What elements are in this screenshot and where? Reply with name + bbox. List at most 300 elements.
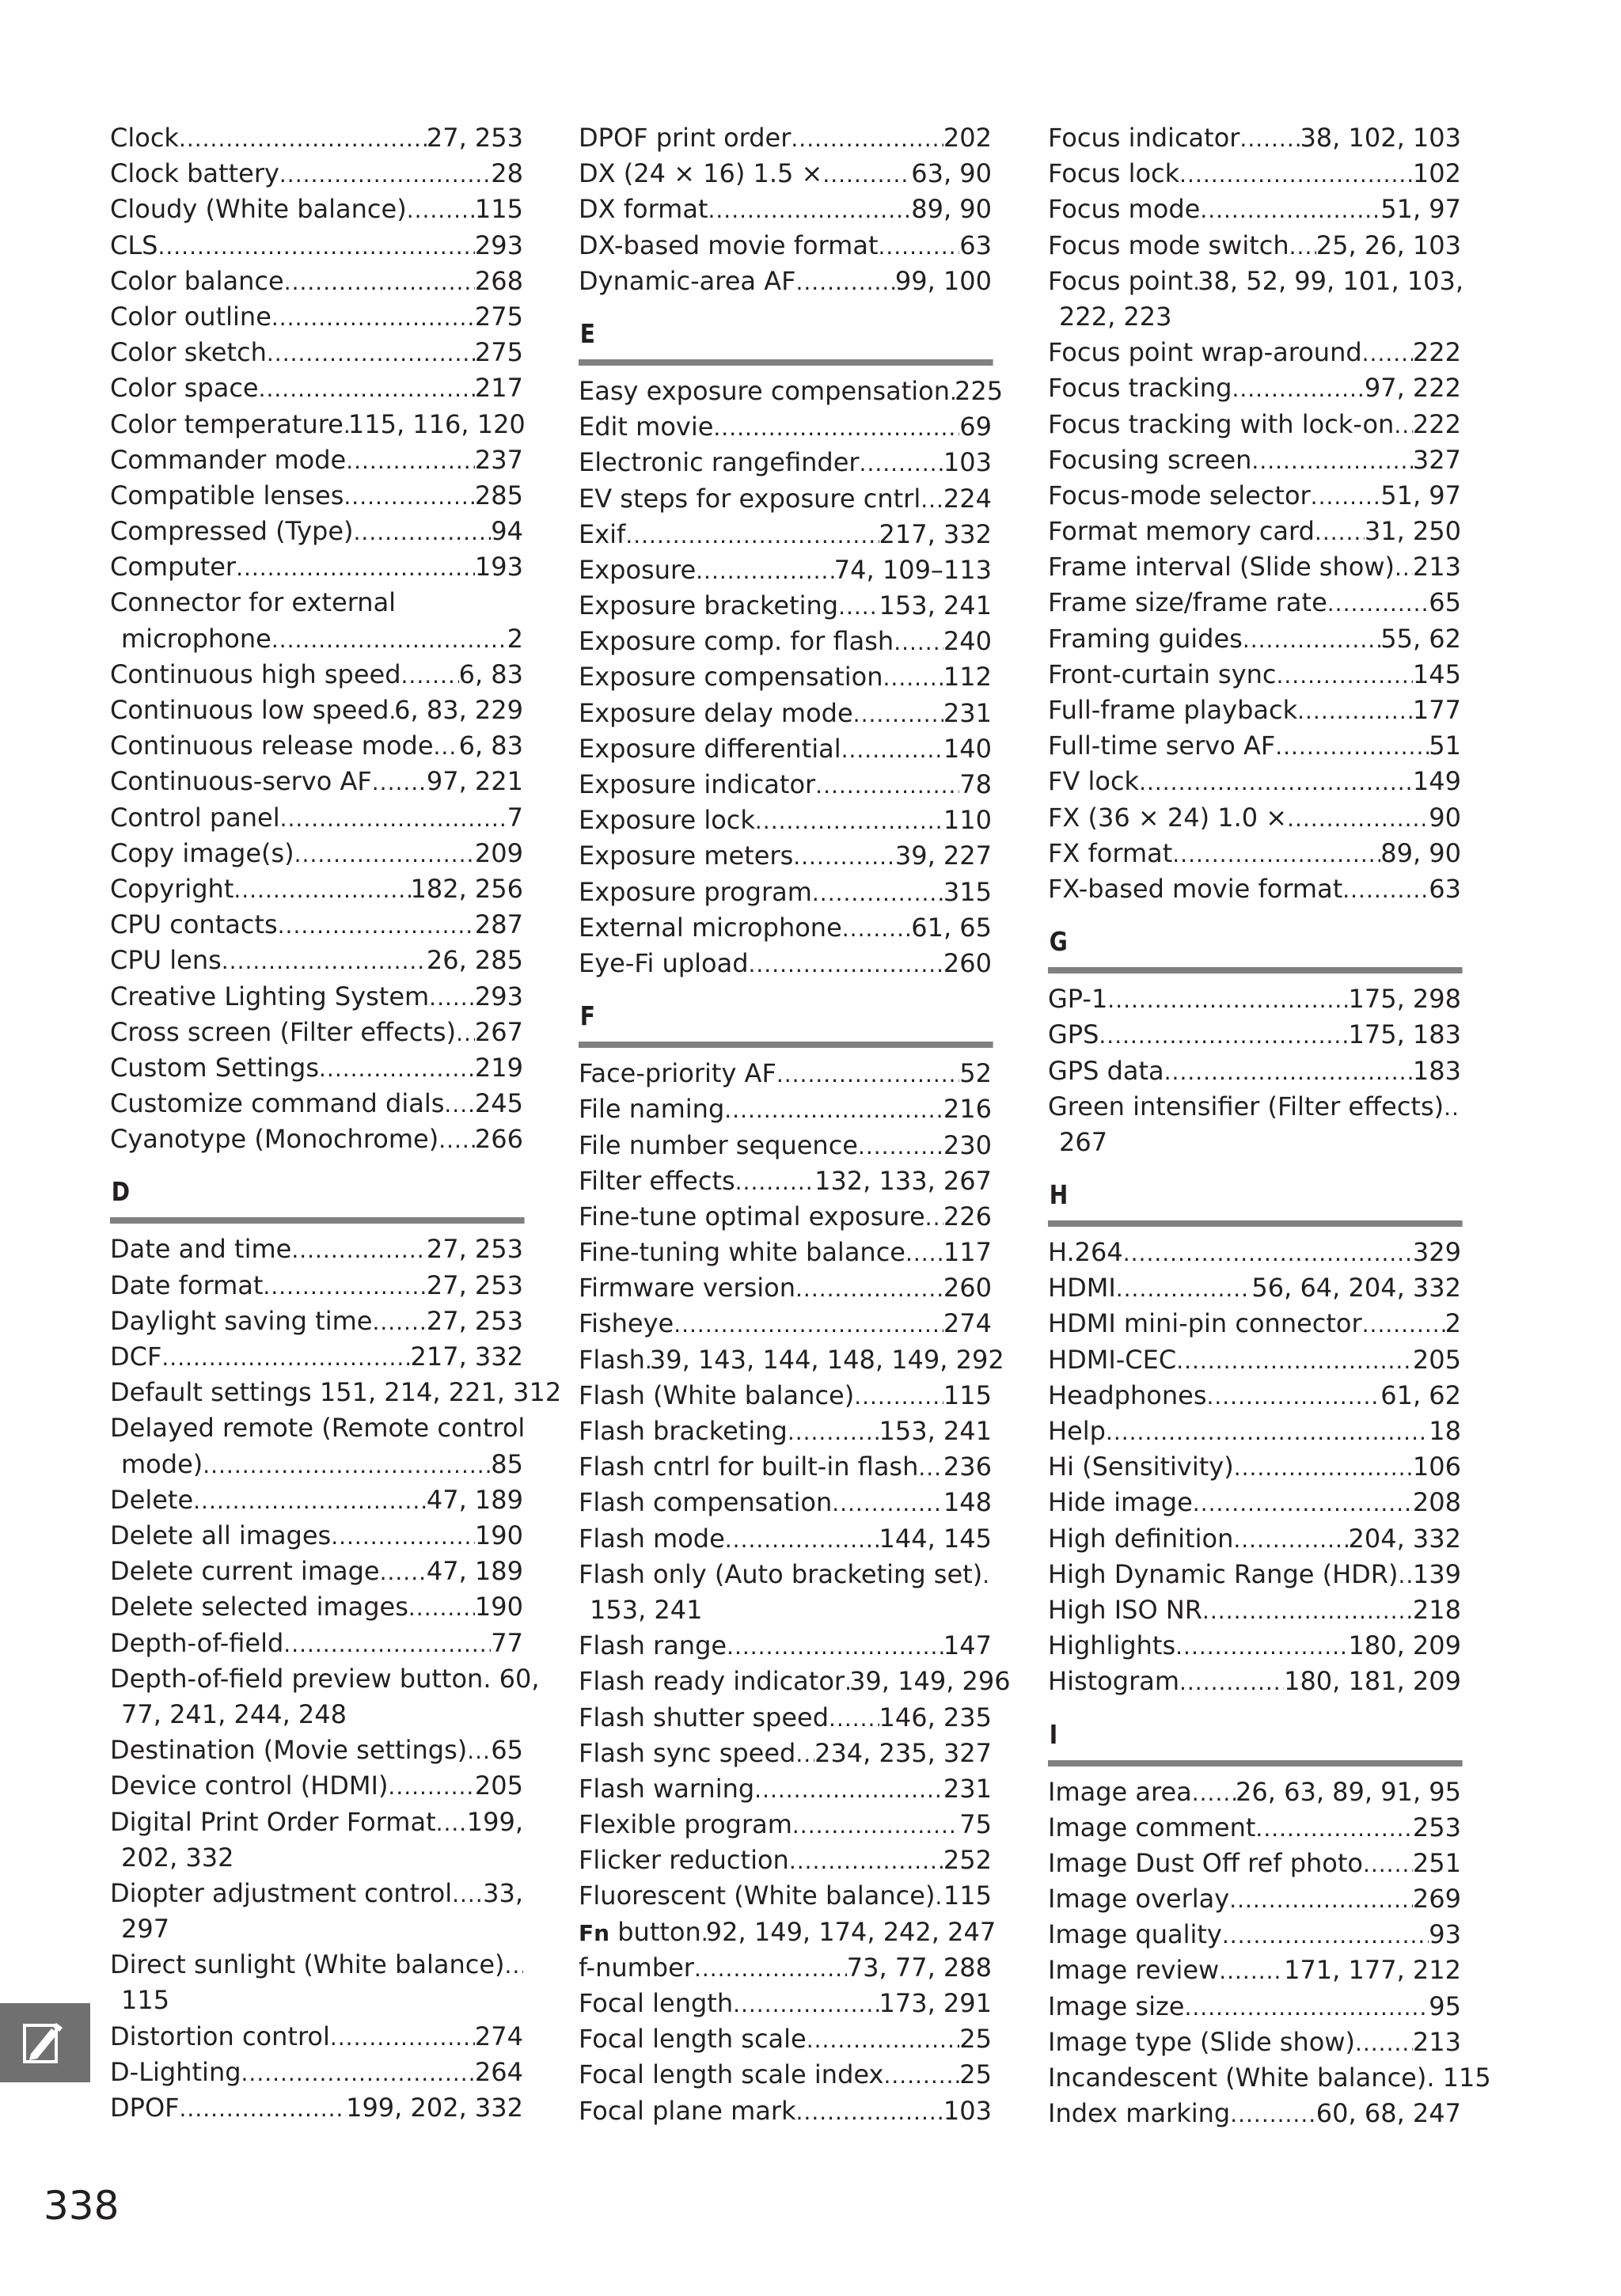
page-refs: 237 [474,444,523,475]
dot-leader [354,522,492,544]
page-refs: 175, 183 [1348,1019,1461,1050]
index-entry [1048,871,1461,907]
index-term: Fine-tuning white balance [579,1237,905,1268]
page-refs: 26, 285 [426,945,523,976]
index-term-rest: button [609,1916,701,1947]
page-refs: 39, 149, 296 [849,1666,1011,1697]
index-term: Eye-Fi upload [579,947,749,978]
index-entry [1048,728,1461,764]
page-refs: 209 [474,837,523,868]
index-term: Flash range [579,1630,727,1661]
page-refs: 28 [491,158,523,189]
page-refs: 25 [959,2024,992,2055]
section-heading: F [579,991,993,1048]
index-term: Distortion control [110,2021,330,2051]
dot-leader [1297,700,1413,723]
index-term: Connector for external [110,587,397,618]
index-term: Full-time servo AF [1048,731,1276,761]
index-term: Daylight saving time [110,1305,373,1336]
index-entry [110,1121,523,1157]
page-refs: 224 [943,483,992,514]
index-entry [110,1231,523,1267]
index-entry [110,764,523,799]
dot-leader [1327,593,1429,615]
index-term: Depth-of-field [110,1627,284,1658]
dot-leader [389,700,394,723]
index-entry [1048,1953,1461,1988]
page-refs: 171, 177, 212 [1284,1955,1461,1986]
index-term: Headphones [1048,1379,1207,1410]
dot-leader [284,271,475,294]
index-entry [579,588,992,624]
dot-leader [822,164,911,186]
dot-leader [267,343,475,365]
page-refs: 2 [507,623,523,654]
dot-leader [860,453,943,475]
dot-leader [330,2027,475,2049]
page-refs: 39, 227 [894,841,992,871]
index-term: Continuous low speed [110,695,389,726]
page-refs: 260 [943,947,992,978]
page-refs: 27, 253 [426,1269,523,1300]
page-refs: 51, 97 [1380,194,1461,225]
index-entry [579,1485,992,1520]
dot-leader [1355,2032,1413,2055]
page-refs: 144, 145 [879,1523,992,1554]
dot-leader [727,1636,943,1658]
index-entry [110,871,523,907]
index-entry [1048,228,1461,264]
dot-leader [401,665,459,687]
index-entry [110,1050,523,1086]
index-entry [579,1414,992,1449]
page-refs: 18 [1429,1416,1461,1447]
dot-leader [408,1597,475,1619]
dot-leader [1255,1818,1413,1840]
dot-leader [1243,629,1380,651]
index-term: Highlights [1048,1630,1176,1661]
page-refs: 94 [491,516,523,547]
index-term: Flexible program [579,1809,792,1840]
index-term: Continuous release mode [110,731,434,761]
page-refs: 93 [1429,1919,1461,1950]
page-refs: 264 [474,2056,523,2087]
index-entry [579,1986,992,2021]
index-entry [1048,693,1461,728]
index-term: Exposure delay mode [579,697,853,728]
index-term: Flash (White balance) [579,1379,855,1410]
index-term: Frame interval (Slide show) [1048,552,1395,583]
index-term: Digital Print Order Format [110,1806,436,1837]
index-term: Flash cntrl for built-in flash [579,1452,919,1482]
index-entry [579,1878,992,1914]
dot-leader [788,1421,879,1444]
page-refs: 199, [466,1806,523,1837]
index-entry [579,946,992,981]
dot-leader [1192,1782,1236,1805]
dot-leader [438,1129,475,1152]
page-refs-cont: 202, 332 [121,1842,234,1873]
index-term: Cloudy (White balance) [110,194,407,225]
index-term: Flash sync speed [579,1737,796,1768]
page-refs: 231 [943,697,992,728]
index-term: Focal plane mark [579,2095,796,2126]
dot-leader [789,1850,943,1873]
dot-leader [233,879,410,901]
index-entry [110,1518,523,1554]
dot-leader [283,1634,491,1656]
dot-leader [1179,1672,1284,1694]
dot-leader [694,1958,847,1980]
dot-leader [1277,665,1413,687]
index-term: Framing guides [1048,623,1243,654]
dot-leader [1234,1457,1413,1479]
index-term: High ISO NR [1048,1594,1202,1625]
index-term: Delete all images [110,1520,332,1550]
page-refs-cont: 77, 241, 244, 248 [121,1698,347,1729]
page-refs: 38, 52, 99, 101, 103, [1198,265,1464,296]
index-entry [110,1732,523,1768]
index-term: f-number [579,1952,694,1983]
dot-leader [1116,1278,1252,1300]
index-entry [1048,1089,1461,1125]
page-refs: 6, 83 [458,731,523,761]
page-refs: 293 [474,981,523,1011]
dot-leader [696,560,834,583]
index-entry [1048,1053,1461,1089]
index-entry [110,228,523,264]
page-refs: 51, 97 [1380,480,1461,510]
dot-leader [1363,1854,1413,1876]
page-refs: 110 [943,805,992,836]
index-entry [579,552,992,588]
page-refs: 252 [943,1845,992,1876]
index-entry [110,657,523,693]
index-term: Direct sunlight (White balance) [110,1949,505,1980]
index-term: Image overlay [1048,1884,1230,1915]
dot-leader [504,1955,523,1977]
index-term: File number sequence [579,1129,858,1160]
page-refs: 115 [943,1880,992,1911]
dot-leader [625,525,879,547]
index-term: Delete selected images [110,1592,408,1622]
index-term: Face-priority AF [579,1058,776,1089]
dot-leader [294,844,475,866]
dot-leader [1289,236,1316,258]
index-entry [110,299,523,335]
index-term: Flash warning [579,1773,755,1804]
section-heading: I [1048,1710,1463,1767]
index-entry [110,979,523,1015]
index-term: Focal length scale [579,2024,807,2055]
index-entry [1048,1342,1461,1378]
page-refs: 102 [1412,158,1461,189]
index-term: Focal length [579,1988,734,2019]
dot-leader [725,1529,879,1551]
index-entry [579,1378,992,1414]
page-refs: 27, 253 [426,123,523,153]
index-term: Frame size/frame rate [1048,587,1327,618]
index-term: Continuous high speed [110,658,401,689]
index-entry [1048,1017,1461,1053]
dot-leader [795,1278,943,1300]
index-term: Color balance [110,265,284,296]
page-refs: 315 [943,876,992,907]
page-refs: 274 [943,1308,992,1339]
page-refs: 274 [474,2021,523,2051]
page-refs-cont: 153, 241 [590,1594,703,1625]
dot-leader [1395,557,1413,579]
dot-leader [795,1744,814,1766]
page-number: 338 [44,2183,120,2229]
index-term: CPU contacts [110,909,278,940]
index-term: Image review [1048,1955,1220,1986]
dot-leader [1172,844,1380,866]
index-entry [579,2057,992,2093]
index-term: Histogram [1048,1666,1179,1697]
index-entry [110,514,523,549]
dot-leader [380,1562,427,1584]
index-term: Cross screen (Filter effects) [110,1016,457,1047]
dot-leader [713,417,959,439]
index-entry [110,478,523,514]
section-heading: H [1048,1170,1463,1227]
index-term: Image type (Slide show) [1048,2026,1355,2057]
index-term: Clock [110,123,179,153]
dot-leader [436,1812,467,1835]
page-refs: 285 [474,480,523,510]
dot-leader [905,1243,943,1265]
index-term: Copyright [110,873,234,904]
index-entry [579,1306,992,1342]
index-term: Color sketch [110,337,267,368]
index-entry [579,1807,992,1842]
page-refs: 190 [474,1592,523,1622]
index-entry [1048,1485,1461,1520]
index-entry [110,442,523,478]
index-term: Date and time [110,1234,292,1265]
page-refs: 55, 62 [1380,623,1461,654]
page-refs: 266 [474,1124,523,1155]
dot-leader [372,772,427,794]
index-term: Commander mode [110,444,347,475]
dot-leader [724,1099,943,1121]
page-refs: 51 [1429,731,1461,761]
index-term: Green intensifier (Filter effects) [1048,1091,1444,1121]
index-term: Flash bracketing [579,1416,788,1446]
index-entry [110,1805,523,1840]
dot-leader [372,1311,426,1334]
index-entry [579,1628,992,1664]
dot-leader [853,704,943,726]
index-entry [1048,2096,1461,2131]
page-refs: 33, [483,1877,523,1908]
page-refs: 225 [955,375,1004,406]
index-entry [579,910,992,946]
index-entry [579,1235,992,1270]
dot-leader [815,775,959,797]
index-term: Delete [110,1484,194,1515]
dot-leader [444,1094,475,1116]
index-term: Focusing screen [1048,444,1252,475]
index-entry [1048,192,1461,227]
index-term: Control panel [110,802,280,833]
index-term: Compressed (Type) [110,516,354,547]
page-refs: 73, 77, 288 [846,1952,992,1983]
dot-leader [456,1023,475,1045]
index-term: Exposure comp. for flash [579,626,894,657]
dot-leader [467,1740,491,1763]
page-refs: 275 [474,301,523,332]
index-entry [1048,1378,1461,1414]
index-entry: Default settings 151, 214, 221, 312 [110,1377,562,1408]
index-entry [579,192,992,227]
page-refs: 103 [943,2095,992,2126]
dot-leader [236,557,475,579]
page-refs: 140 [943,733,992,764]
page-refs: 95 [1429,1990,1461,2021]
index-entry [1048,156,1461,192]
page-refs: 90 [1429,802,1461,833]
section-tab [0,2003,90,2082]
page-refs: 153, 241 [879,1416,992,1446]
index-entry [1048,2025,1461,2060]
dot-leader [1233,1529,1348,1551]
dot-leader [982,1565,992,1587]
dot-leader [749,954,943,976]
index-entry [1048,442,1461,478]
page-refs: 63 [1429,873,1461,904]
dot-leader [1107,989,1348,1011]
page-refs: 65 [1429,587,1461,618]
page-refs: 183 [1412,1055,1461,1086]
index-entry [579,1163,992,1199]
dot-leader [854,1386,943,1408]
index-entry [579,374,1004,409]
pencil-notes-icon [20,2019,70,2066]
dot-leader [1222,1925,1429,1947]
index-entry [1048,657,1461,693]
index-entry [110,1447,523,1482]
dot-leader [331,1526,475,1548]
page-refs: 6, 83, 229 [394,695,523,726]
dot-leader [1099,1025,1348,1047]
index-entry [1048,585,1461,620]
index-term: HDMI mini-pin connector [1048,1308,1362,1339]
page-refs: 149 [1412,766,1461,797]
index-term: Customize command dials [110,1088,445,1119]
index-entry [110,407,526,442]
page-refs: 219 [474,1052,523,1083]
index-term-cont: microphone [121,623,271,654]
index-entry [1048,1557,1461,1592]
index-term: Exposure lock [579,805,755,836]
page-refs-cont: 267 [1059,1126,1108,1157]
dot-leader [842,918,911,940]
index-entry [579,731,992,767]
dot-leader [1251,450,1413,472]
page-refs: 25 [959,2059,992,2090]
index-entry [1048,1846,1461,1881]
index-entry [579,1449,992,1485]
index-entry [579,156,992,192]
dot-leader [1230,2104,1316,2126]
index-entry [110,1015,523,1050]
dot-leader [1200,199,1380,222]
index-term: Date format [110,1269,264,1300]
dot-leader [1193,1493,1413,1515]
dot-leader [280,808,507,830]
index-column-1 [110,120,562,2126]
page-refs: 139 [1412,1558,1461,1589]
page-refs: 75 [959,1809,992,1840]
index-entry [1048,335,1461,370]
index-term: Electronic rangefinder [579,447,860,478]
index-entry [110,2019,523,2055]
index-term: Image Dust Off ref photo [1048,1847,1363,1878]
index-term: Clock battery [110,158,279,189]
index-term: Focus-mode selector [1048,480,1311,510]
index-entry [110,907,523,943]
index-entry [579,481,992,517]
index-entry [579,1270,992,1306]
index-entry [1048,549,1461,585]
dot-leader [1275,736,1429,758]
page-refs: 240 [943,626,992,657]
page-refs: 7 [507,802,523,833]
index-term: Flash [579,1344,645,1375]
index-term: Device control (HDMI) [110,1770,389,1801]
index-entry [579,624,992,659]
section-heading: E [579,309,993,366]
index-entry [1048,1628,1461,1664]
page-refs: 146, 235 [879,1702,992,1732]
page-refs: 145 [1412,658,1461,689]
page-refs: 182, 256 [410,873,523,904]
index-entry [579,696,992,731]
page-refs: 115 [943,1379,992,1410]
index-term: Focus mode [1048,194,1201,225]
dot-leader [1362,1314,1445,1336]
index-entry [579,1771,992,1807]
index-entry [1048,1989,1461,2025]
dot-leader [203,1455,491,1477]
index-entry [1048,264,1464,299]
index-entry [110,1589,523,1625]
index-entry [579,264,992,299]
page-refs: 253 [1412,1812,1461,1842]
page-refs: 39, 143, 144, 148, 149, 292 [649,1344,1004,1375]
index-term: Diopter adjustment control [110,1877,453,1908]
dot-leader [883,2065,959,2087]
index-term: File naming [579,1094,725,1125]
index-entry [1048,1592,1461,1628]
page-refs: 56, 64, 204, 332 [1251,1273,1461,1304]
page-refs-cont: 297 [121,1914,170,1945]
page-refs: 213 [1412,552,1461,583]
page-refs: 112 [943,662,992,693]
page-refs: 217 [474,373,523,404]
index-entry [110,1304,523,1339]
dot-leader [319,1058,475,1080]
page-refs: 267 [474,1016,523,1047]
index-term: Flash shutter speed [579,1702,829,1732]
index-entry [110,1339,523,1375]
index-term: Exposure program [579,876,812,907]
page-refs: 106 [1412,1452,1461,1482]
dot-leader [259,378,475,400]
page-refs: 175, 298 [1348,984,1461,1015]
